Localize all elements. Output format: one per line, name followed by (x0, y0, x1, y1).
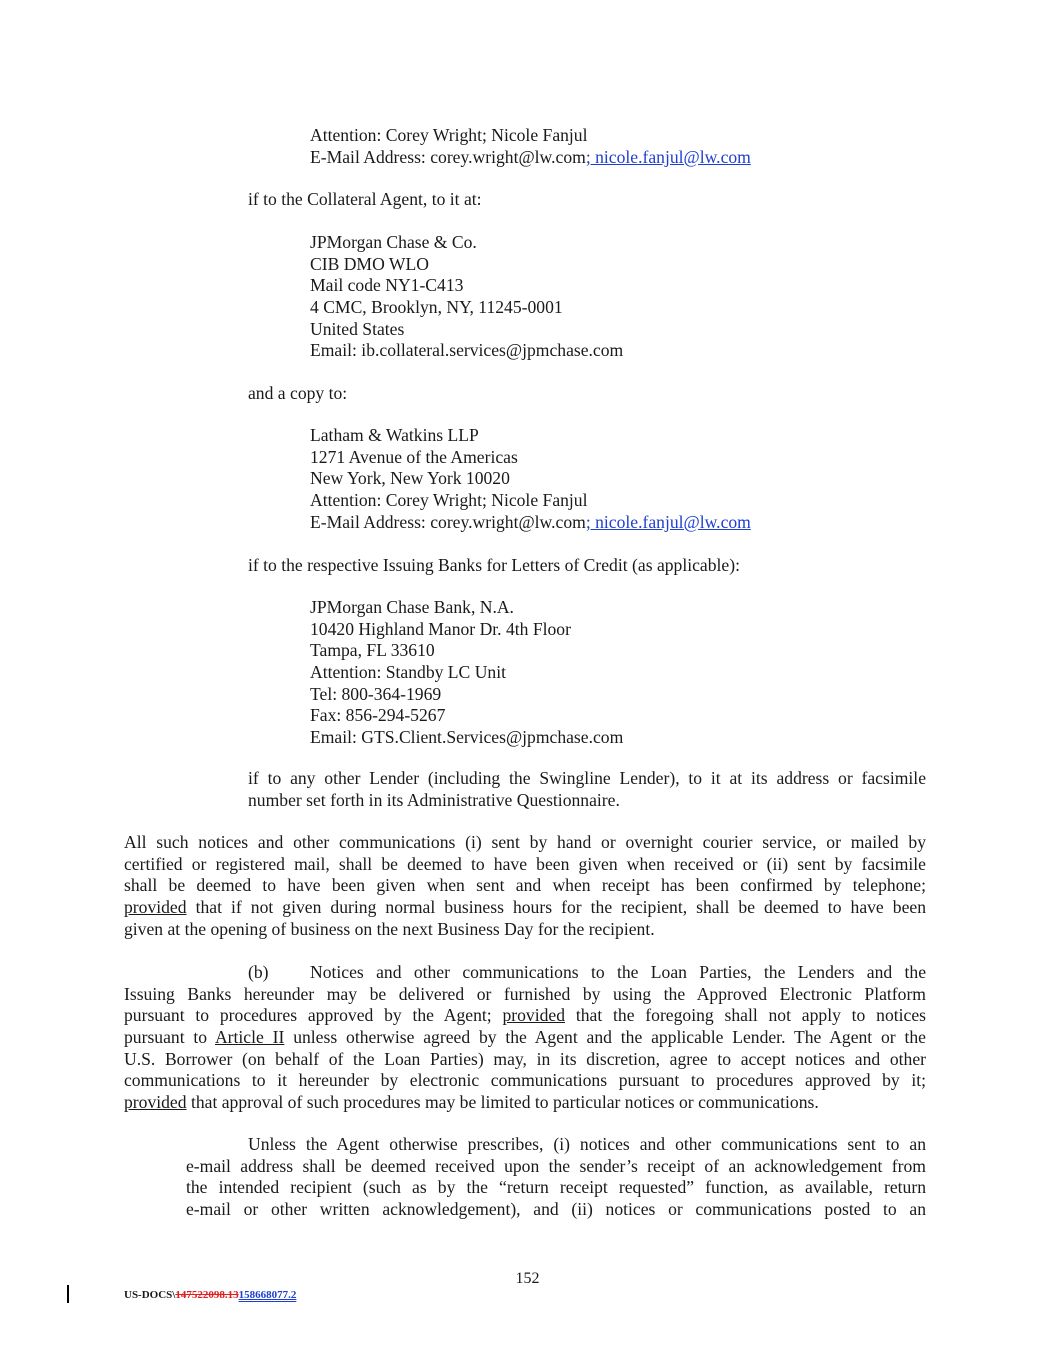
issuing-address (310, 597, 623, 749)
address-line: Tel: 800-364-1969 (310, 683, 442, 704)
paragraph-line: All such notices and other communications (i) sent by hand or overnight courier service, or mailed by (124, 832, 926, 852)
document-footer (124, 1288, 296, 1302)
notices-paragraph (124, 832, 926, 940)
footer-prefix: US-DOCS\ (124, 1289, 176, 1301)
paragraph-line: number set forth in its Administrative Questionnaire. (248, 789, 620, 810)
paragraph-line: certified or registered mail, shall be deemed to have been given when received or (ii) sent by facsimile (124, 853, 926, 874)
address-line: 1271 Avenue of the Americas (310, 446, 518, 467)
article-ii-reference: Article II (214, 1027, 285, 1048)
copy-intro: and a copy to: (248, 383, 348, 403)
paragraph-text: pursuant to procedures approved by the Agent; (124, 1005, 503, 1026)
provided-term: provided (124, 1092, 187, 1113)
paragraph-text: unless otherwise agreed by the Agent and the applicable Lender. The Agent or the (284, 1027, 926, 1048)
paragraph-line: e-mail or other written acknowledgement), and (ii) notices or communications posted to an (186, 1199, 926, 1220)
paragraph-line (124, 1092, 926, 1114)
provided-term: provided (502, 1005, 566, 1026)
address-line: Fax: 856-294-5267 (310, 705, 446, 726)
paragraph-text: that if not given during normal business hours for the recipient, shall be deemed to have been (186, 897, 926, 918)
paragraph-b (124, 962, 926, 1114)
email-text: E-Mail Address: corey.wright@lw.com (310, 511, 586, 532)
provided-term: provided (124, 897, 187, 918)
paragraph-text: that the foregoing shall not apply to notices (565, 1005, 926, 1026)
notice-block-attention (310, 125, 751, 168)
address-line: United States (310, 318, 405, 339)
footer-deleted-id: 147522098.13 (175, 1289, 239, 1301)
paragraph-line: given at the opening of business on the next Business Day for the recipient. (124, 918, 655, 939)
address-line: Attention: Standby LC Unit (310, 662, 506, 683)
address-line: Latham & Watkins LLP (310, 425, 479, 445)
address-line: 10420 Highland Manor Dr. 4th Floor (310, 618, 571, 639)
change-bar (67, 1285, 69, 1303)
issuing-banks-intro: if to the respective Issuing Banks for Letters of Credit (as applicable): (248, 555, 740, 575)
paragraph-line: U.S. Borrower (on behalf of the Loan Parties) may, in its discretion, agree to accept notices and other (124, 1048, 926, 1069)
address-line: JPMorgan Chase Bank, N.A. (310, 597, 514, 617)
clause-label: (b) (248, 962, 269, 982)
paragraph-line: e-mail address shall be deemed received upon the sender’s receipt of an acknowledgement from (186, 1155, 926, 1176)
attention-line: Attention: Corey Wright; Nicole Fanjul (310, 490, 588, 511)
paragraph-line: communications to it hereunder by electronic communications pursuant to procedures approved by it; (124, 1070, 926, 1091)
page-number: 152 (515, 1270, 540, 1287)
paragraph-text: Notices and other communications to the Loan Parties, the Lenders and the (310, 962, 926, 982)
address-line: JPMorgan Chase & Co. (310, 232, 477, 252)
paragraph-line (186, 1134, 926, 1156)
paragraph-line: if to any other Lender (including the Swingline Lender), to it at its address or facsimile (248, 768, 926, 788)
address-line: Email: GTS.Client.Services@jpmchase.com (310, 727, 624, 748)
address-line: CIB DMO WLO (310, 253, 429, 274)
email-line (310, 512, 751, 534)
address-line: 4 CMC, Brooklyn, NY, 11245-0001 (310, 297, 563, 318)
address-line: New York, New York 10020 (310, 468, 510, 489)
paragraph-line (124, 1005, 926, 1027)
collateral-address (310, 232, 623, 362)
other-lender-paragraph (248, 768, 926, 811)
address-line: Mail code NY1-C413 (310, 275, 464, 296)
copy-address (310, 425, 751, 533)
address-line: Email: ib.collateral.services@jpmchase.com (310, 340, 624, 361)
address-line: Tampa, FL 33610 (310, 640, 435, 661)
paragraph-text: that approval of such procedures may be limited to particular notices or communications. (186, 1092, 819, 1113)
collateral-agent-intro: if to the Collateral Agent, to it at: (248, 189, 482, 209)
email-line (310, 147, 751, 169)
email-inserted-link[interactable]: ; nicole.fanjul@lw.com (585, 511, 751, 532)
footer-inserted-id: 158668077.2 (238, 1289, 297, 1301)
paragraph-line (124, 962, 926, 984)
email-text: E-Mail Address: corey.wright@lw.com (310, 146, 586, 167)
paragraph-line: shall be deemed to have been given when sent and when receipt has been confirmed by telephone; (124, 875, 926, 896)
paragraph-line: the intended recipient (such as by the “return receipt requested” function, as available, return (186, 1177, 926, 1198)
paragraph-line: Issuing Banks hereunder may be delivered or furnished by using the Approved Electronic Platform (124, 983, 926, 1004)
paragraph-line (124, 897, 926, 919)
paragraph-text: Unless the Agent otherwise prescribes, (i) notices and other communications sent to an (248, 1134, 926, 1154)
email-inserted-link[interactable]: ; nicole.fanjul@lw.com (585, 146, 751, 167)
paragraph-line (124, 1027, 926, 1049)
paragraph-unless (186, 1134, 926, 1221)
attention-line: Attention: Corey Wright; Nicole Fanjul (310, 125, 588, 145)
paragraph-text: pursuant to (124, 1027, 215, 1048)
